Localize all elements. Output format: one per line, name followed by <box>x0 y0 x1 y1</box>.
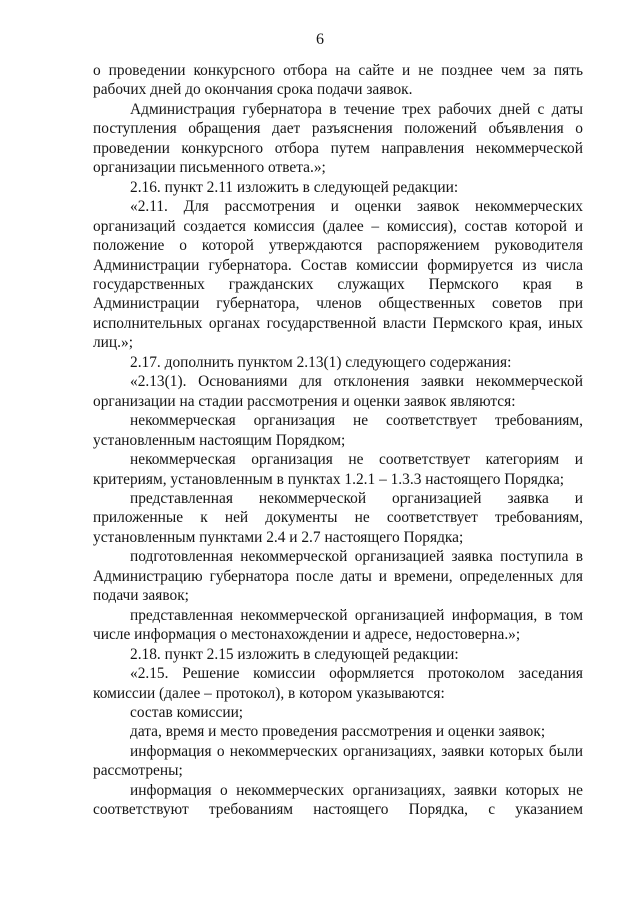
paragraph: некоммерческая организация не соответствует требованиям, установленным настоящим Порядком; <box>93 412 583 449</box>
paragraph: Администрация губернатора в течение трех рабочих дней с даты поступления обращения дает разъяснения положений объявления о проведении конкурсного отбора путем направления некоммерческой организации письменного ответа.»; <box>93 100 583 177</box>
paragraph: подготовленная некоммерческой организацией заявка поступила в Администрацию губернатора после даты и времени, определенных для подачи заявок; <box>93 548 583 605</box>
paragraph: 2.18. пункт 2.15 изложить в следующей редакции: <box>130 645 459 663</box>
paragraph: состав комиссии; <box>130 703 244 721</box>
paragraph: информация о некоммерческих организациях, заявки которых не соответствуют требованиям настоящего Порядка, с указанием <box>93 781 583 819</box>
paragraph: представленная некоммерческой организацией информация, в том числе информация о местонахождении и адресе, недостоверна.»; <box>93 606 583 644</box>
paragraph: «2.11. Для рассмотрения и оценки заявок некоммерческих организаций создается комиссия (далее – комиссия), состав которой и положение о которой утверждаются распоряжением руководителя Администрации губернатора. Состав комиссии формируется из числа государственных гражданских служащих Пермского края в Администрации губернатора, членов общественных советов при исполнительных органах государственной власти Пермского края, иных лиц.»; <box>93 198 583 352</box>
page-number: 6 <box>316 31 324 48</box>
paragraph: 2.17. дополнить пунктом 2.13(1) следующего содержания: <box>130 353 512 371</box>
paragraph: некоммерческая организация не соответствует категориям и критериям, установленным в пунктах 1.2.1 – 1.3.3 настоящего Порядка; <box>93 451 583 488</box>
paragraph: о проведении конкурсного отбора на сайте и не позднее чем за пять рабочих дней до окончания срока подачи заявок. <box>93 62 583 99</box>
paragraph: дата, время и место проведения рассмотрения и оценки заявок; <box>130 723 546 741</box>
paragraph: «2.13(1). Основаниями для отклонения заявки некоммерческой организации на стадии рассмотрения и оценки заявок являются: <box>93 373 583 410</box>
document-body <box>93 61 583 820</box>
paragraph: 2.16. пункт 2.11 изложить в следующей редакции: <box>130 178 459 196</box>
paragraph: информация о некоммерческих организациях, заявки которых были рассмотрены; <box>93 742 583 780</box>
paragraph: представленная некоммерческой организацией заявка и приложенные к ней документы не соответствует требованиям, установленным пунктами 2.4 и 2.7 настоящего Порядка; <box>93 489 583 546</box>
paragraph: «2.15. Решение комиссии оформляется протоколом заседания комиссии (далее – протокол), в котором указываются: <box>93 665 583 702</box>
